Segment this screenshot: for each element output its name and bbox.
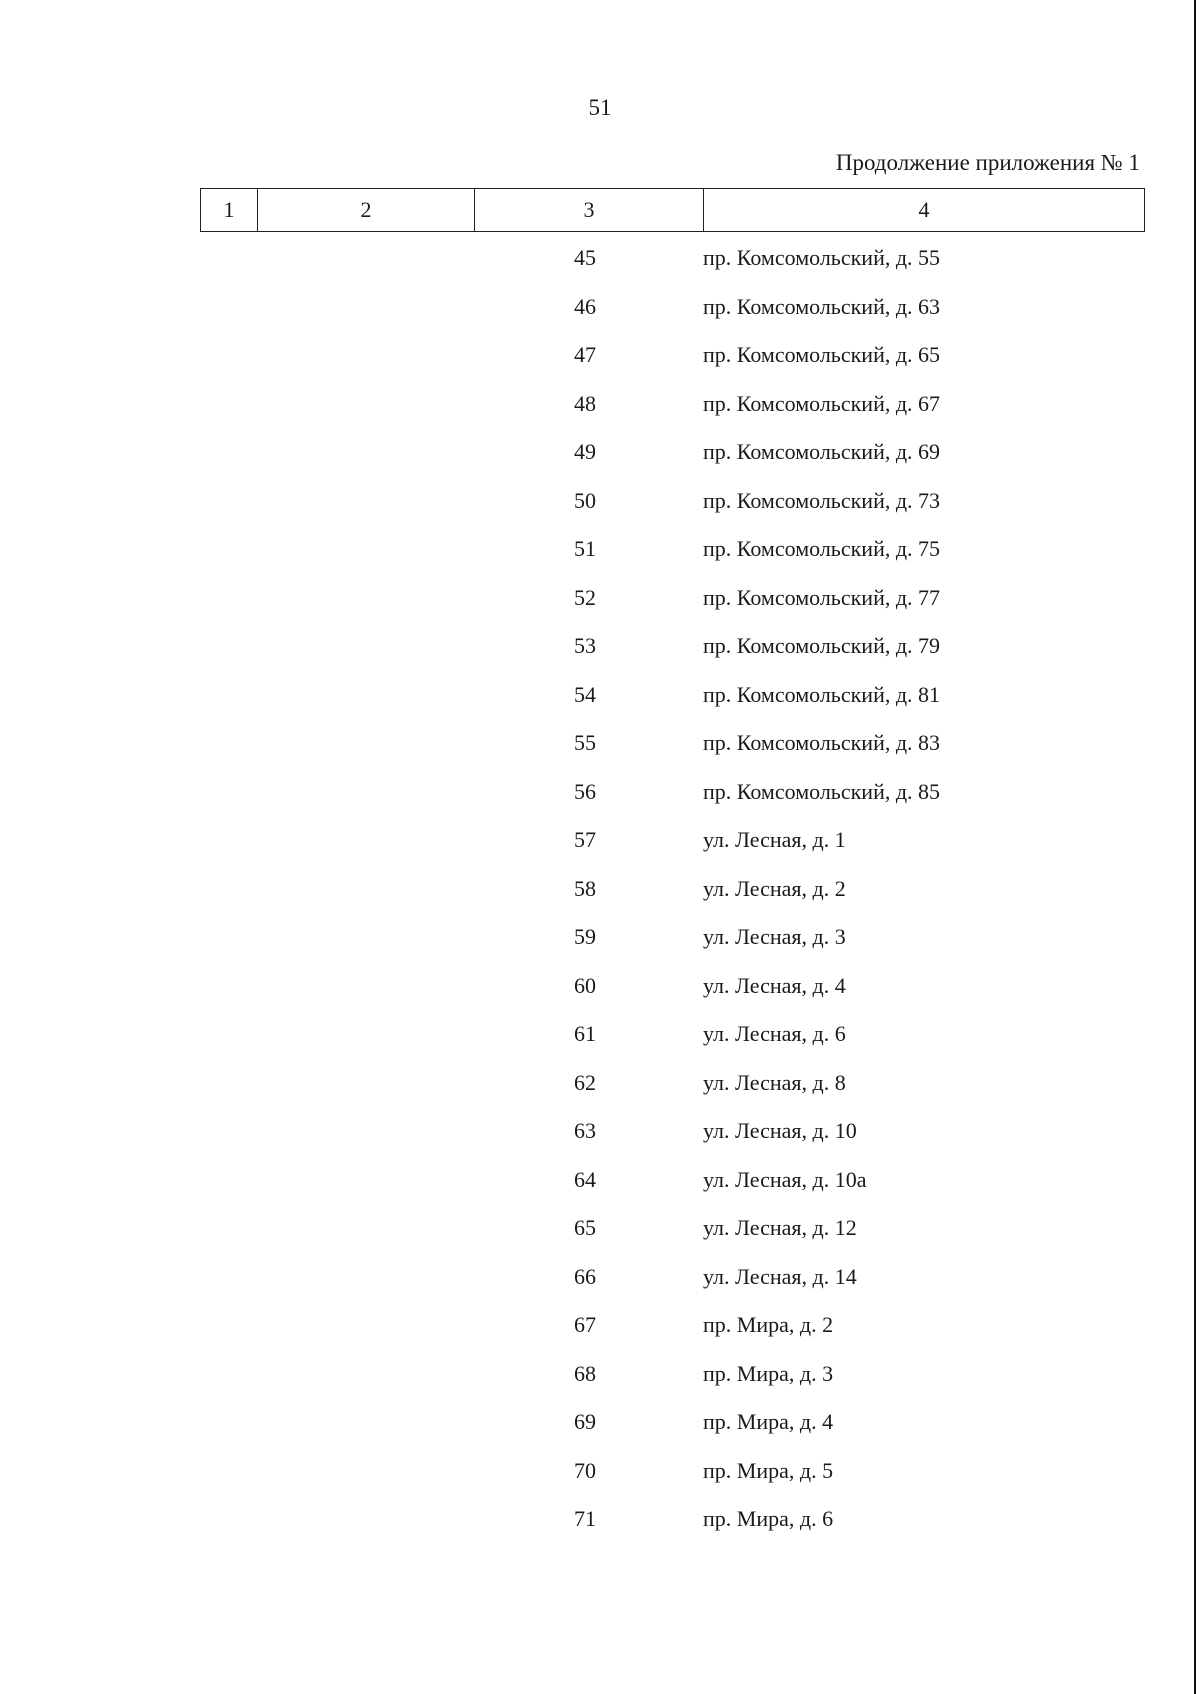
page-number: 51 (588, 95, 612, 120)
row-address: пр. Комсомольский, д. 73 (703, 487, 941, 513)
table-row (0, 632, 1200, 681)
table-row (0, 1020, 1200, 1069)
row-number: 45 (574, 245, 596, 270)
table-row (0, 341, 1200, 390)
table-row (0, 1263, 1200, 1312)
row-address: пр. Комсомольский, д. 83 (703, 730, 941, 755)
table-row (0, 244, 1200, 293)
row-address: ул. Лесная, д. 2 (703, 875, 846, 901)
table-row (0, 1069, 1200, 1118)
row-address: ул. Лесная, д. 3 (703, 924, 846, 949)
row-address: пр. Комсомольский, д. 69 (703, 439, 941, 464)
table-row (0, 1505, 1200, 1554)
row-number: 61 (574, 1021, 596, 1046)
address-list (0, 244, 1200, 1554)
table-row (0, 487, 1200, 536)
page-edge-line (1194, 0, 1196, 1694)
table-row (0, 1117, 1200, 1166)
row-number: 46 (574, 293, 596, 319)
table-row (0, 729, 1200, 778)
column-header-4: 4 (704, 189, 1145, 232)
table-row (0, 1457, 1200, 1506)
row-address: пр. Комсомольский, д. 85 (703, 778, 941, 804)
row-number: 53 (574, 633, 596, 658)
row-number: 51 (574, 536, 596, 561)
table-row (0, 1360, 1200, 1409)
row-address: ул. Лесная, д. 4 (703, 972, 846, 998)
row-number: 65 (574, 1215, 596, 1240)
continuation-label: Продолжение приложения № 1 (835, 150, 1140, 175)
row-number: 49 (574, 439, 596, 464)
row-address: ул. Лесная, д. 6 (703, 1021, 846, 1046)
table-row (0, 584, 1200, 633)
row-address: пр. Комсомольский, д. 79 (703, 633, 941, 658)
row-number: 63 (574, 1118, 596, 1143)
row-address: пр. Мира, д. 6 (703, 1506, 834, 1531)
table-row (0, 1311, 1200, 1360)
row-number: 64 (574, 1166, 596, 1192)
row-address: пр. Комсомольский, д. 65 (703, 342, 941, 367)
row-address: ул. Лесная, д. 14 (703, 1263, 857, 1289)
row-address: пр. Комсомольский, д. 81 (703, 681, 941, 707)
table-row (0, 1214, 1200, 1263)
row-address: пр. Комсомольский, д. 75 (703, 536, 941, 561)
row-address: пр. Мира, д. 4 (703, 1409, 834, 1434)
row-address: пр. Мира, д. 3 (703, 1360, 834, 1386)
table-row (0, 875, 1200, 924)
row-number: 55 (574, 730, 596, 755)
row-number: 67 (574, 1312, 596, 1337)
row-number: 57 (574, 827, 596, 852)
column-header-row (201, 189, 1145, 232)
row-address: пр. Комсомольский, д. 67 (703, 390, 941, 416)
row-address: ул. Лесная, д. 12 (703, 1215, 857, 1240)
row-number: 52 (574, 584, 596, 610)
column-header-3: 3 (475, 189, 704, 232)
row-number: 71 (574, 1506, 596, 1531)
row-number: 58 (574, 875, 596, 901)
row-address: ул. Лесная, д. 1 (703, 827, 846, 852)
row-number: 70 (574, 1457, 596, 1483)
table-row (0, 1166, 1200, 1215)
table-row (0, 1408, 1200, 1457)
row-number: 47 (574, 342, 596, 367)
row-address: ул. Лесная, д. 8 (703, 1069, 846, 1095)
row-number: 68 (574, 1360, 596, 1386)
row-address: пр. Комсомольский, д. 77 (703, 584, 941, 610)
column-header-2: 2 (258, 189, 475, 232)
table-row (0, 390, 1200, 439)
row-number: 50 (574, 487, 596, 513)
table-row (0, 438, 1200, 487)
row-address: ул. Лесная, д. 10а (703, 1166, 867, 1192)
row-number: 66 (574, 1263, 596, 1289)
row-address: пр. Комсомольский, д. 63 (703, 293, 941, 319)
row-number: 59 (574, 924, 596, 949)
row-number: 69 (574, 1409, 596, 1434)
row-number: 60 (574, 972, 596, 998)
row-number: 54 (574, 681, 596, 707)
row-number: 56 (574, 778, 596, 804)
row-number: 62 (574, 1069, 596, 1095)
row-address: пр. Мира, д. 5 (703, 1457, 834, 1483)
column-header-1: 1 (201, 189, 258, 232)
table-row (0, 681, 1200, 730)
table-row (0, 778, 1200, 827)
table-row (0, 826, 1200, 875)
row-address: пр. Мира, д. 2 (703, 1312, 834, 1337)
table-row (0, 293, 1200, 342)
row-address: ул. Лесная, д. 10 (703, 1118, 857, 1143)
column-header-table (200, 188, 1145, 232)
table-row (0, 923, 1200, 972)
table-row (0, 535, 1200, 584)
row-address: пр. Комсомольский, д. 55 (703, 245, 941, 270)
row-number: 48 (574, 390, 596, 416)
table-row (0, 972, 1200, 1021)
